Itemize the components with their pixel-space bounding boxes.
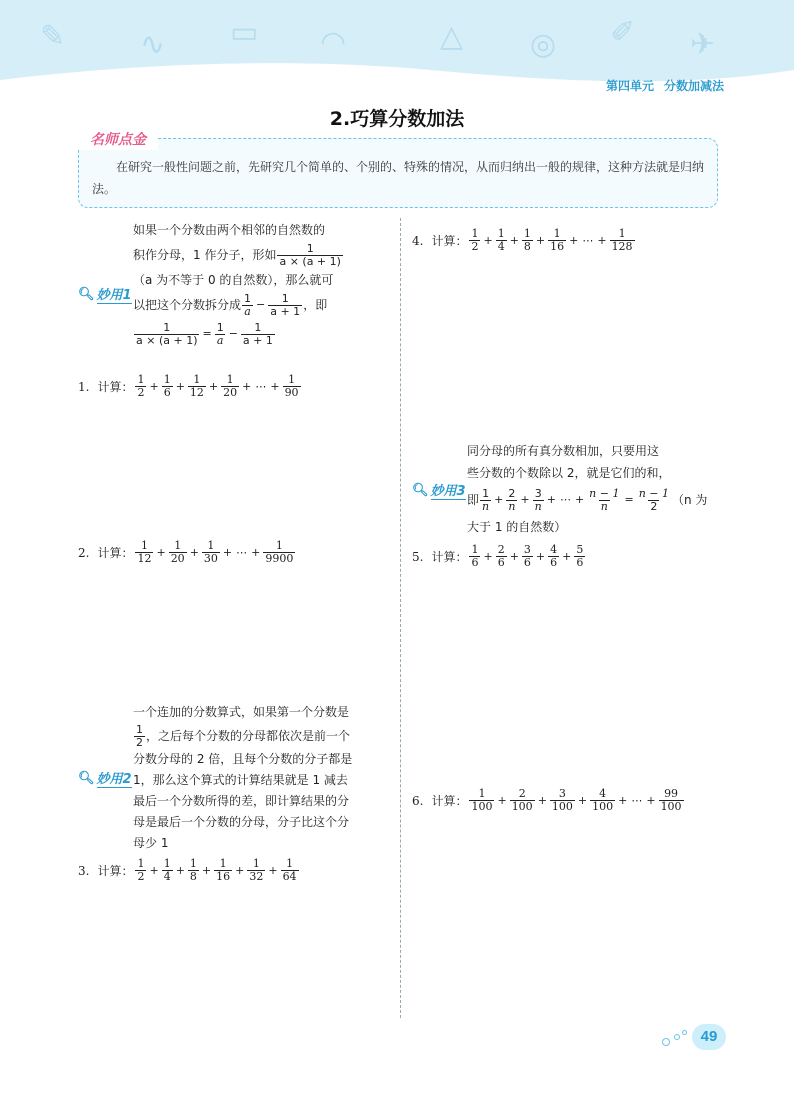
fraction: $\frac{1}{a + 1}$ (270, 291, 301, 318)
method-tag-2: 🔍︎ 妙用2 (78, 768, 132, 788)
method-text-2: 一个连加的分数算式，如果第一个分数是 $\frac{1}{2}$ ，之后每个分数的分母都依次是前一个 分数分母的 2 倍，且每个分数的分子都是 1，那么这个算式的计算结果就是 1 减去 最后一个分数所得的差，即计算结果的分 母是最后一个分数的分母，分子比这个分 母少 1 (133, 705, 353, 850)
bubble-icon (682, 1030, 687, 1035)
protractor-deco-icon: ◠ (320, 25, 347, 60)
tip-text: 在研究一般性问题之前，先研究几个简单的、个别的、特殊的情况，从而归纳出一般的规律，这种方法就是归纳法。 (92, 160, 705, 196)
page-number-badge (662, 1024, 742, 1054)
fraction: $\frac{1}{2}$ (136, 722, 143, 749)
bubble-icon (662, 1038, 670, 1046)
plane-deco-icon: ✈ (690, 27, 716, 62)
method-text-1: 如果一个分数由两个相邻的自然数的 积作分母，1 作分子，形如 $\frac{1}{a \times (a + 1)}$ （a 为不等于 0 的自然数），那么就可 以把这个分数拆分成 $\frac{1}{a}$ − $\frac{1}{a + 1}$ ，即 $\frac{1}{a \times (a + 1)}$ = $\frac{1}{a}$ − $\frac{1}{a + 1}$ (133, 223, 341, 347)
problem-4: 4. 计算： $\frac{1}{2}$ + $\frac{1}{4}$ + $\frac{1}{8}$ + $\frac{1}{16}$ + ⋯ + $\frac{1}{128}$ (412, 227, 633, 253)
problem-6: 6. 计算： $\frac{1}{100}$ + $\frac{2}{100}$ + $\frac{3}{100}$ + $\frac{4}{100}$ + ⋯ + $\frac{99}{100}$ (412, 787, 682, 813)
fraction: $\frac{1}{a \times (a + 1)}$ (279, 241, 341, 268)
method-text-3: 同分母的所有真分数相加，只要用这 些分数的个数除以 2，就是它们的和， 即 $\frac{1}{n}$ + $\frac{2}{n}$ + $\frac{3}{n}$ + ⋯ + $\frac{n - 1}{n}$ = $\frac{n - 1}{2}$ （n 为 大于 1 的自然数） (467, 444, 708, 534)
globe-deco-icon: ◎ (530, 27, 557, 62)
bubble-icon (674, 1034, 680, 1040)
unit-label (596, 77, 724, 94)
fraction: $\frac{1}{a + 1}$ (242, 320, 273, 347)
search-icon: 🔍︎ (78, 770, 95, 786)
fraction: $\frac{1}{a}$ (244, 291, 252, 318)
method-tag-3: 🔍︎ 妙用3 (412, 480, 466, 500)
fraction: $\frac{1}{a \times (a + 1)}$ (136, 320, 198, 347)
problem-5: 5. 计算： $\frac{1}{6}$ + $\frac{2}{6}$ + $\frac{3}{6}$ + $\frac{4}{6}$ + $\frac{5}{6}$ (412, 543, 584, 569)
method-tag-1: 🔍︎ 妙用1 (78, 284, 132, 304)
problem-2: 2. 计算： $\frac{1}{12}$ + $\frac{1}{20}$ + $\frac{1}{30}$ + ⋯ + $\frac{1}{9900}$ (78, 539, 294, 565)
problem-1: 1. 计算： $\frac{1}{2}$ + $\frac{1}{6}$ + $\frac{1}{12}$ + $\frac{1}{20}$ + ⋯ + $\frac{1}{90}$ (78, 373, 299, 399)
unit-name: 第四单元 (605, 79, 654, 93)
search-icon: 🔍︎ (412, 482, 429, 498)
problem-3: 3. 计算： $\frac{1}{2}$ + $\frac{1}{4}$ + $\frac{1}{8}$ + $\frac{1}{16}$ + $\frac{1}{32}$ + $\frac{1}{64}$ (78, 857, 297, 883)
dna-deco-icon: ∿ (140, 27, 166, 62)
book-deco-icon: ✎ (40, 19, 66, 54)
ruler-deco-icon: ▭ (230, 15, 259, 50)
compass-deco-icon: △ (440, 19, 464, 54)
tip-tag: 名师点金 (78, 130, 158, 150)
column-divider (400, 218, 401, 1018)
unit-topic: 分数加减法 (663, 79, 724, 93)
search-icon: 🔍︎ (78, 286, 95, 302)
header-banner (0, 0, 794, 100)
fraction: $\frac{1}{a}$ (216, 320, 224, 347)
page-number: 49 (692, 1024, 726, 1050)
pencil-deco-icon: ✐ (610, 15, 636, 50)
page-title: 2.巧算分数加法 (329, 108, 465, 130)
